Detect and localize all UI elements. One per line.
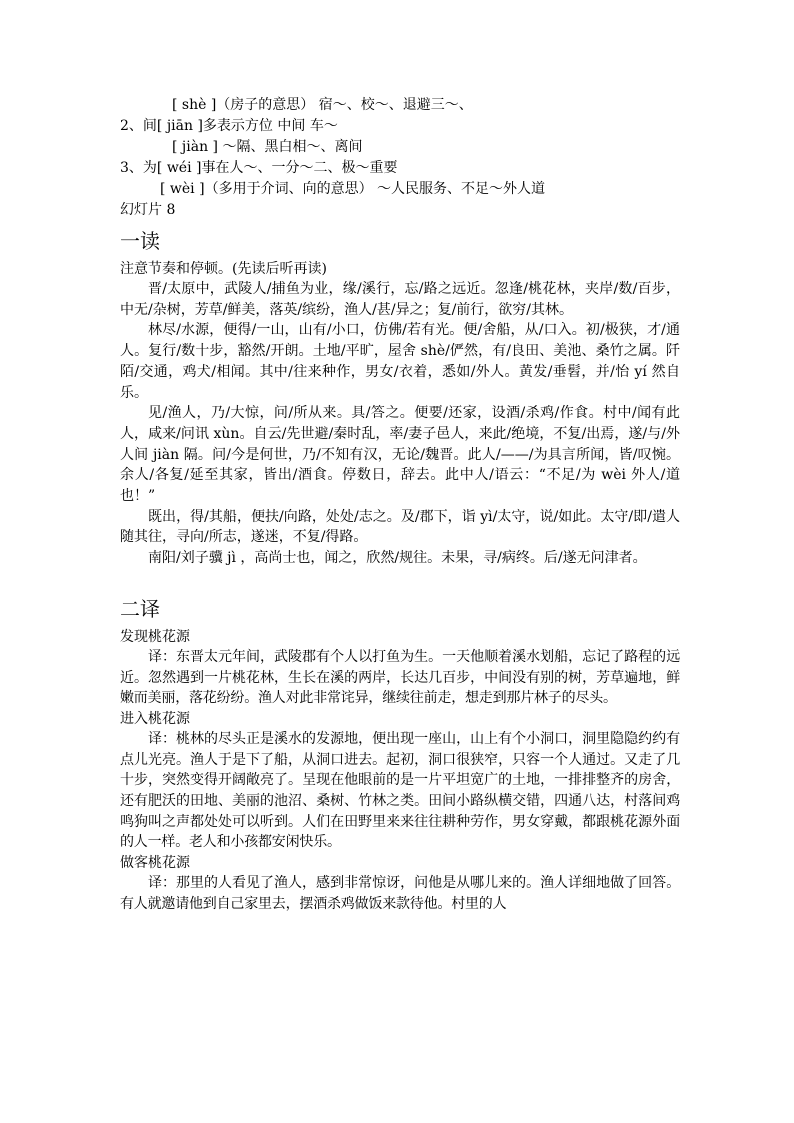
- vocab-jian4-line: [ jiàn ] ～隔、黑白相～、离间: [172, 139, 363, 155]
- text-paragraph: 既出，得/其船，便扶/向路，处处/志之。及/郡下，诣 yì/太守，说/如此。太守/即/遣人随其往，寻向/所志，遂迷，不复/得路。: [120, 508, 680, 546]
- text-paragraph: 晋/太原中，武陵人/捕鱼为业，缘/溪行，忘/路之远近。忽逢/桃花林，夹岸/数/百步，中无/杂树，芳草/鲜美，落英/缤纷，渔人/甚/异之；复/前行，欲穷/其林。: [120, 281, 680, 318]
- vocab-jian-line: 2、间[ jiān ]多表示方位 中间 车～: [120, 118, 338, 134]
- section-heading-read: 一读: [120, 229, 160, 253]
- text-paragraph: 见/渔人，乃/大惊，问/所从来。具/答之。便要/还家，设酒/杀鸡/作食。村中/闻有此人，咸来/问讯 xùn。自云/先世避/秦时乱，率/妻子邑人，来此/绝境，不复/出焉，遂/与/外人间 jiàn 隔。问/今是何世，乃/不知有汉，无论/魏晋。此人/——/为具言所闻，皆/叹惋。余人/各复/延至其家，皆出/酒食。停数日，辞去。此中人/语云：“不足/为 wèi 外人/道也！”: [120, 405, 680, 505]
- text-paragraph: 南阳/刘子骥 jì ，高尚士也，闻之，欣然/规往。未果，寻/病终。后/遂无问津者。: [148, 550, 647, 567]
- subsection-title: 发现桃花源: [120, 628, 190, 645]
- translation-paragraph: 译：桃林的尽头正是溪水的发源地，便出现一座山，山上有个小洞口，洞里隐隐约约有点儿光亮。渔人于是下了船，从洞口进去。起初，洞口很狭窄，只容一个人通过。又走了几十步，突然变得开阔敞亮了。呈现在他眼前的是一片平坦宽广的土地，一排排整齐的房舍，还有肥沃的田地、美丽的池沼、桑树、竹林之类。田间小路纵横交错，四通八达，村落间鸡鸣狗叫之声都处处可以听到。人们在田野里来来往往耕种劳作，男女穿戴，都跟桃花源外面的人一样。老人和小孩都安闲快乐。: [120, 730, 680, 851]
- vocab-wei-line: 3、为[ wéi ]事在人～、一分～二、极～重要: [120, 160, 398, 176]
- subsection-title: 做客桃花源: [120, 855, 190, 872]
- text-paragraph: 林尽/水源，便得/一山，山有/小口，仿佛/若有光。便/舍船，从/口入。初/极狭，才/通人。复行/数十步，豁然/开朗。土地/平旷，屋舍 shè/俨然，有/良田、美池、桑竹之属。阡陌/交通，鸡犬/相闻。其中/往来种作，男女/衣着，悉如/外人。黄发/垂髫，并/怡 yí 然自乐。: [120, 322, 680, 401]
- vocab-she-line: [ shè ]（房子的意思） 宿～、校～、退避三～、: [172, 97, 473, 113]
- document-page: [120, 95, 680, 915]
- subsection-title: 进入桃花源: [120, 710, 190, 727]
- translation-paragraph: 译：东晋太元年间，武陵郡有个人以打鱼为生。一天他顺着溪水划船，忘记了路程的远近。忽然遇到一片桃花林，生长在溪的两岸，长达几百步，中间没有别的树，芳草遍地，鲜嫩而美丽，落花纷纷。渔人对此非常诧异，继续往前走，想走到那片林子的尽头。: [120, 648, 680, 707]
- reading-note: 注意节奏和停顿。(先读后听再读): [120, 261, 327, 277]
- section-heading-translate: 二译: [120, 596, 160, 621]
- vocab-wei4-line: [ wèi ]（多用于介词、向的意思） ～人民服务、不足～外人道: [160, 181, 546, 197]
- translation-paragraph: 译：那里的人看见了渔人，感到非常惊讶，问他是从哪儿来的。渔人详细地做了回答。有人就邀请他到自己家里去，摆酒杀鸡做饭来款待他。村里的人: [120, 875, 680, 912]
- slide-label: 幻灯片 8: [120, 202, 176, 218]
